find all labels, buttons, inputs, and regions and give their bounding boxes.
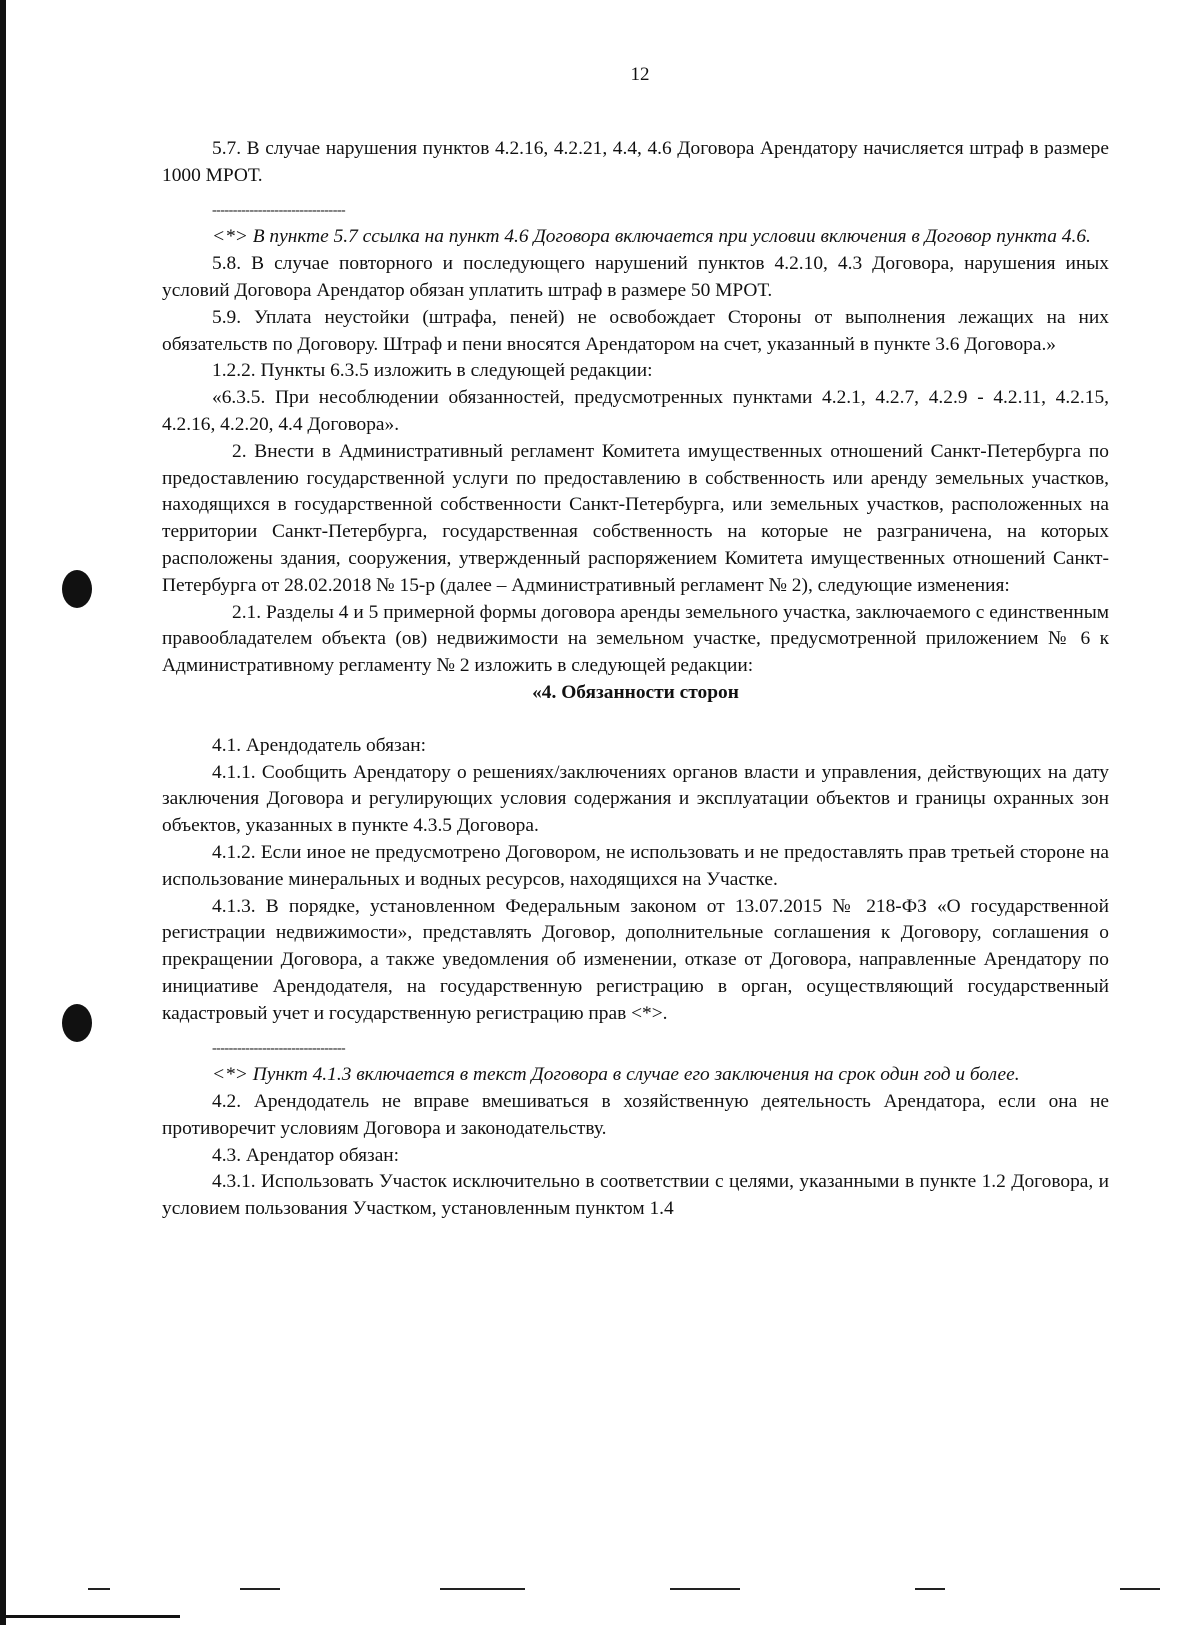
footnote-separator: -------------------------------- [212, 202, 346, 218]
paragraph-4-3-1: 4.3.1. Использовать Участок исключительно в соответствии с целями, указанными в пункте 1.2 Договора, и условием пользования Участком, установленным пунктом 1.4 [162, 1171, 1109, 1220]
document-body [162, 136, 1109, 1223]
footnote-separator: -------------------------------- [212, 1040, 346, 1056]
footnote-4-1-3: <*> Пункт 4.1.3 включается в текст Договора в случае его заключения на срок один год и более. [212, 1064, 1020, 1086]
paragraph-5-8: 5.8. В случае повторного и последующего нарушений пунктов 4.2.10, 4.3 Договора, нарушения иных условий Договора Арендатор обязан уплатить штраф в размере 50 МРОТ. [162, 253, 1109, 301]
punch-hole-mark [62, 1004, 92, 1042]
paragraph-4-1-2: 4.1.2. Если иное не предусмотрено Договором, не использовать и не предоставлять прав третьей стороне на использование минеральных и водных ресурсов, находящихся на Участке. [162, 841, 1109, 890]
paragraph-4-1-3: 4.1.3. В порядке, установленном Федеральным законом от 13.07.2015 № 218-ФЗ «О государственной регистрации недвижимости», представлять Договор, дополнительные соглашения к Договору, соглашения о прекращении Договора, а также уведомления об изменении, отказе от Договора, направленные Арендатору по инициативе Арендодателя, на государственную регистрацию в орган, осуществляющий государственный кадастровый учет и государственную регистрацию прав <*>. [162, 895, 1109, 1024]
footnote-5-7: <*> В пункте 5.7 ссылка на пункт 4.6 Договора включается при условии включения в Договор пункта 4.6. [212, 226, 1091, 248]
paragraph-2-1: 2.1. Разделы 4 и 5 примерной формы договора аренды земельного участка, заключаемого с единственным правообладателем объекта (ов) недвижимости на земельном участке, предусмотренной приложением № 6 к Административному регламенту № 2 изложить в следующей редакции: [162, 601, 1109, 677]
paragraph-5-7: 5.7. В случае нарушения пунктов 4.2.16, 4.2.21, 4.4, 4.6 Договора Арендатору начисляется штраф в размере 1000 МРОТ. [162, 138, 1109, 186]
paragraph-2: 2. Внести в Административный регламент Комитета имущественных отношений Санкт-Петербурга по предоставлению государственной услуги по предоставлению в собственность или аренду земельных участков, находящихся в государственной собственности Санкт-Петербурга, или земельных участков, расположенных на территории Санкт-Петербурга, государственная собственность на которые не разграничена, на которых расположены здания, сооружения, утвержденный распоряжением Комитета имущественных отношений Санкт-Петербурга от 28.02.2018 № 15-р (далее – Административный регламент № 2), следующие изменения: [162, 440, 1109, 596]
paragraph-4-1: 4.1. Арендодатель обязан: [212, 734, 427, 756]
paragraph-4-3: 4.3. Арендатор обязан: [212, 1144, 400, 1166]
paragraph-1-2-2: 1.2.2. Пункты 6.3.5 изложить в следующей редакции: [212, 360, 653, 382]
scan-left-edge [0, 0, 6, 1625]
paragraph-4-2: 4.2. Арендодатель не вправе вмешиваться в хозяйственную деятельность Арендатора, если она не противоречит условиям Договора и законодательству. [162, 1091, 1109, 1139]
punch-hole-mark [62, 570, 92, 608]
paragraph-4-1-1: 4.1.1. Сообщить Арендатору о решениях/заключениях органов власти и управления, действующих на дату заключения Договора и регулирующих условия содержания и эксплуатации объектов и границы охранных зон объектов, указанных в пункте 4.3.5 Договора. [162, 761, 1109, 837]
scan-bottom-edge [0, 1615, 180, 1618]
scan-bottom-marks [0, 1588, 1200, 1598]
paragraph-5-9: 5.9. Уплата неустойки (штрафа, пеней) не освобождает Стороны от выполнения лежащих на них обязательств по Договору. Штраф и пени вносятся Арендатором на счет, указанный в пункте 3.6 Договора.» [162, 306, 1109, 355]
section-heading: «4. Обязанности сторон [532, 681, 739, 703]
page-number: 12 [630, 64, 650, 85]
paragraph-6-3-5: «6.3.5. При несоблюдении обязанностей, предусмотренных пунктами 4.2.1, 4.2.7, 4.2.9 - 4.2.11, 4.2.15, 4.2.16, 4.2.20, 4.4 Договора». [162, 387, 1109, 435]
